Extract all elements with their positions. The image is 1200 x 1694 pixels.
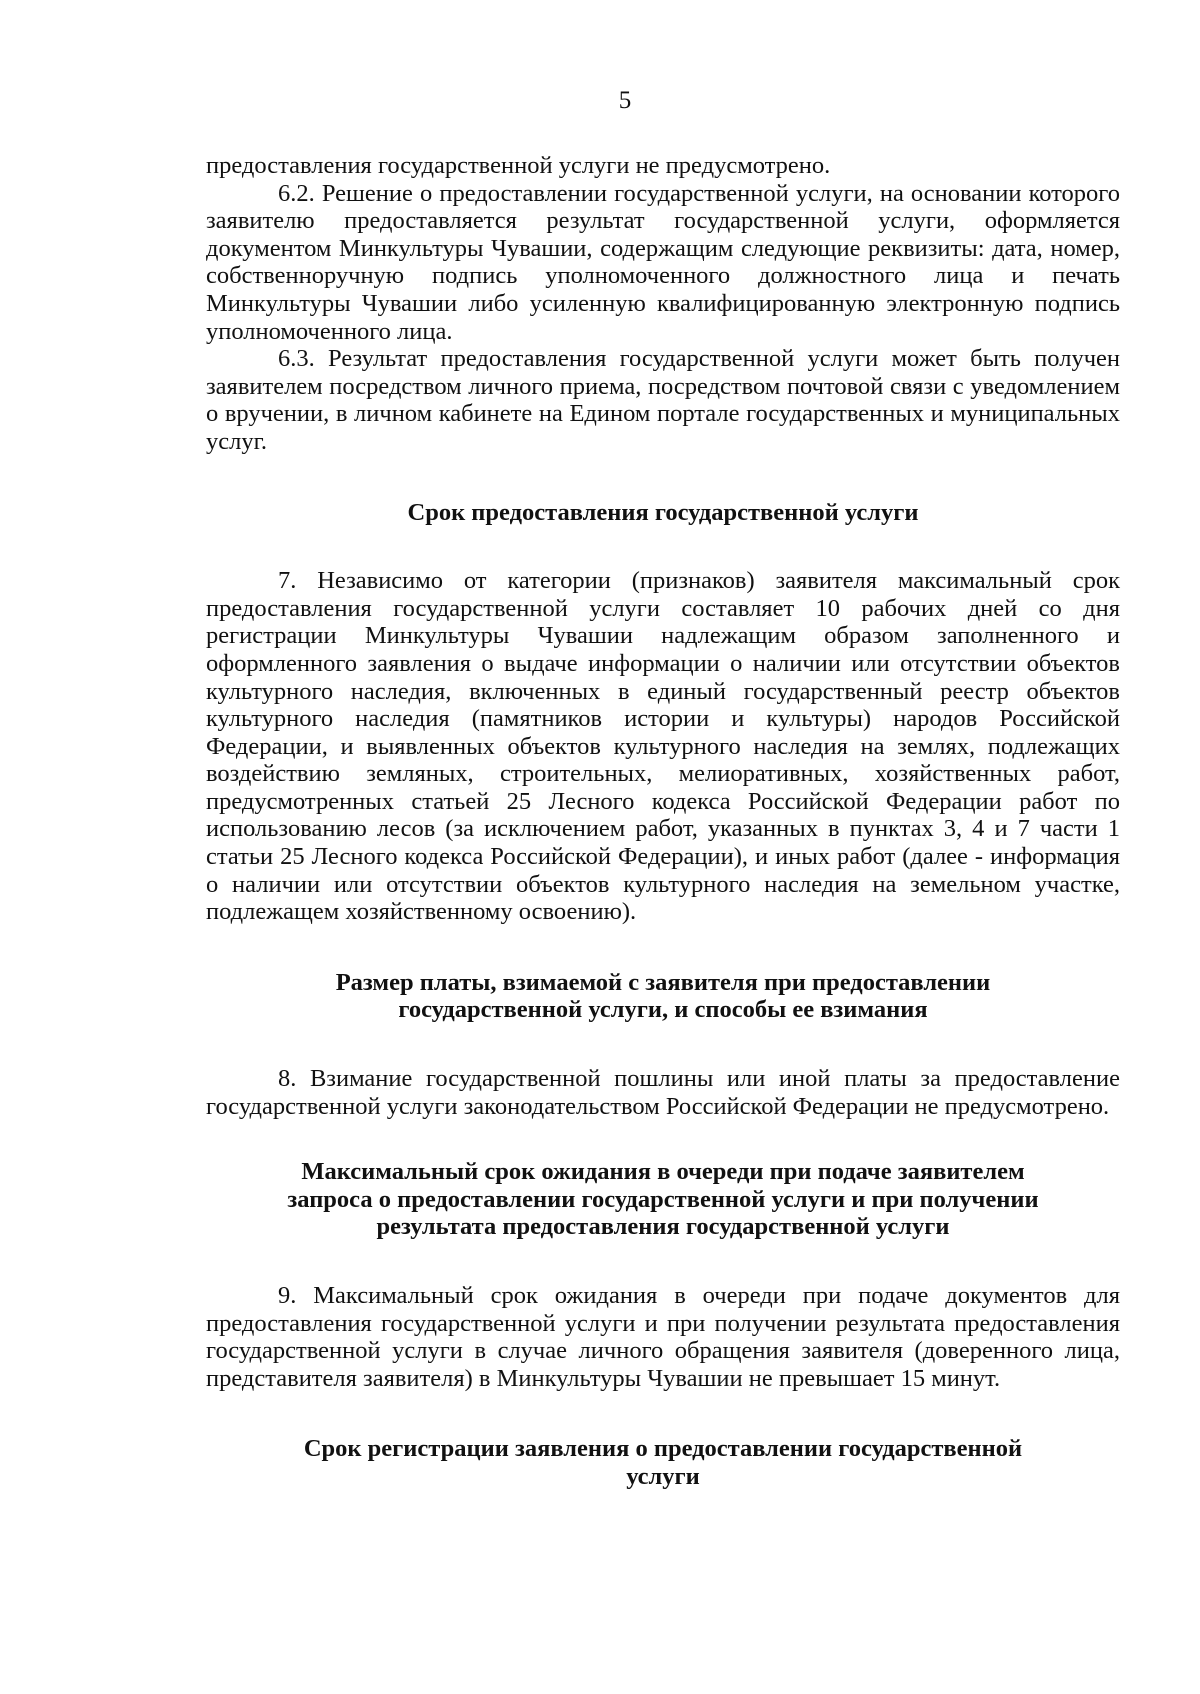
- paragraph-7: 7. Независимо от категории (признаков) заявителя максимальный срок предоставления государственной услуги составляет 10 рабочих дней со дня регистрации Минкультуры Чувашии надлежащим образом заполненного и оформленного заявления о выдаче информации о наличии или отсутствии объектов культурного наследия, включенных в единый государственный реестр объектов культурного наследия (памятников истории и культуры) народов Российской Федерации, и выявленных объектов культурного наследия на землях, подлежащих воздействию земляных, строительных, мелиоративных, хозяйственных работ, предусмотренных статьей 25 Лесного кодекса Российской Федерации работ по использованию лесов (за исключением работ, указанных в пунктах 3, 4 и 7 части 1 статьи 25 Лесного кодекса Российской Федерации), и иных работ (далее - информация о наличии или отсутствии объектов культурного наследия на земельном участке, подлежащем хозяйственному освоению).: [206, 567, 1120, 926]
- page-number: 5: [618, 87, 632, 114]
- heading-fee-line-2: государственной услуги, и способы ее взимания: [398, 996, 928, 1024]
- heading-registration-term: [206, 1435, 1120, 1490]
- heading-queue-time: [206, 1158, 1120, 1241]
- heading-queue-time-line-1: Максимальный срок ожидания в очереди при подаче заявителем: [301, 1158, 1025, 1186]
- document-body: [206, 152, 1120, 1491]
- paragraph-8: 8. Взимание государственной пошлины или иной платы за предоставление государственной услуги законодательством Российской Федерации не предусмотрено.: [206, 1065, 1120, 1120]
- heading-registration-term-line-2: услуги: [626, 1462, 700, 1490]
- heading-queue-time-line-2: запроса о предоставлении государственной услуги и при получении: [287, 1185, 1039, 1213]
- heading-fee: [206, 969, 1120, 1024]
- heading-fee-line-1: Размер платы, взимаемой с заявителя при предоставлении: [335, 968, 991, 996]
- paragraph-6-3: 6.3. Результат предоставления государственной услуги может быть получен заявителем посредством личного приема, посредством почтовой связи с уведомлением о вручении, в личном кабинете на Едином портале государственных и муниципальных услуг.: [206, 345, 1120, 455]
- paragraph-continuation: предоставления государственной услуги не предусмотрено.: [206, 152, 831, 179]
- paragraph-6-2: 6.2. Решение о предоставлении государственной услуги, на основании которого заявителю предоставляется результат государственной услуги, оформляется документом Минкультуры Чувашии, содержащим следующие реквизиты: дата, номер, собственноручную подпись уполномоченного должностного лица и печать Минкультуры Чувашии либо усиленную квалифицированную электронную подпись уполномоченного лица.: [206, 179, 1120, 345]
- heading-registration-term-line-1: Срок регистрации заявления о предоставлении государственной: [303, 1435, 1023, 1463]
- heading-queue-time-line-3: результата предоставления государственной услуги: [376, 1213, 950, 1241]
- heading-service-term: Срок предоставления государственной услуги: [407, 498, 919, 526]
- paragraph-9: 9. Максимальный срок ожидания в очереди при подаче документов для предоставления государственной услуги и при получении результата предоставления государственной услуги в случае личного обращения заявителя (доверенного лица, представителя заявителя) в Минкультуры Чувашии не превышает 15 минут.: [206, 1282, 1120, 1392]
